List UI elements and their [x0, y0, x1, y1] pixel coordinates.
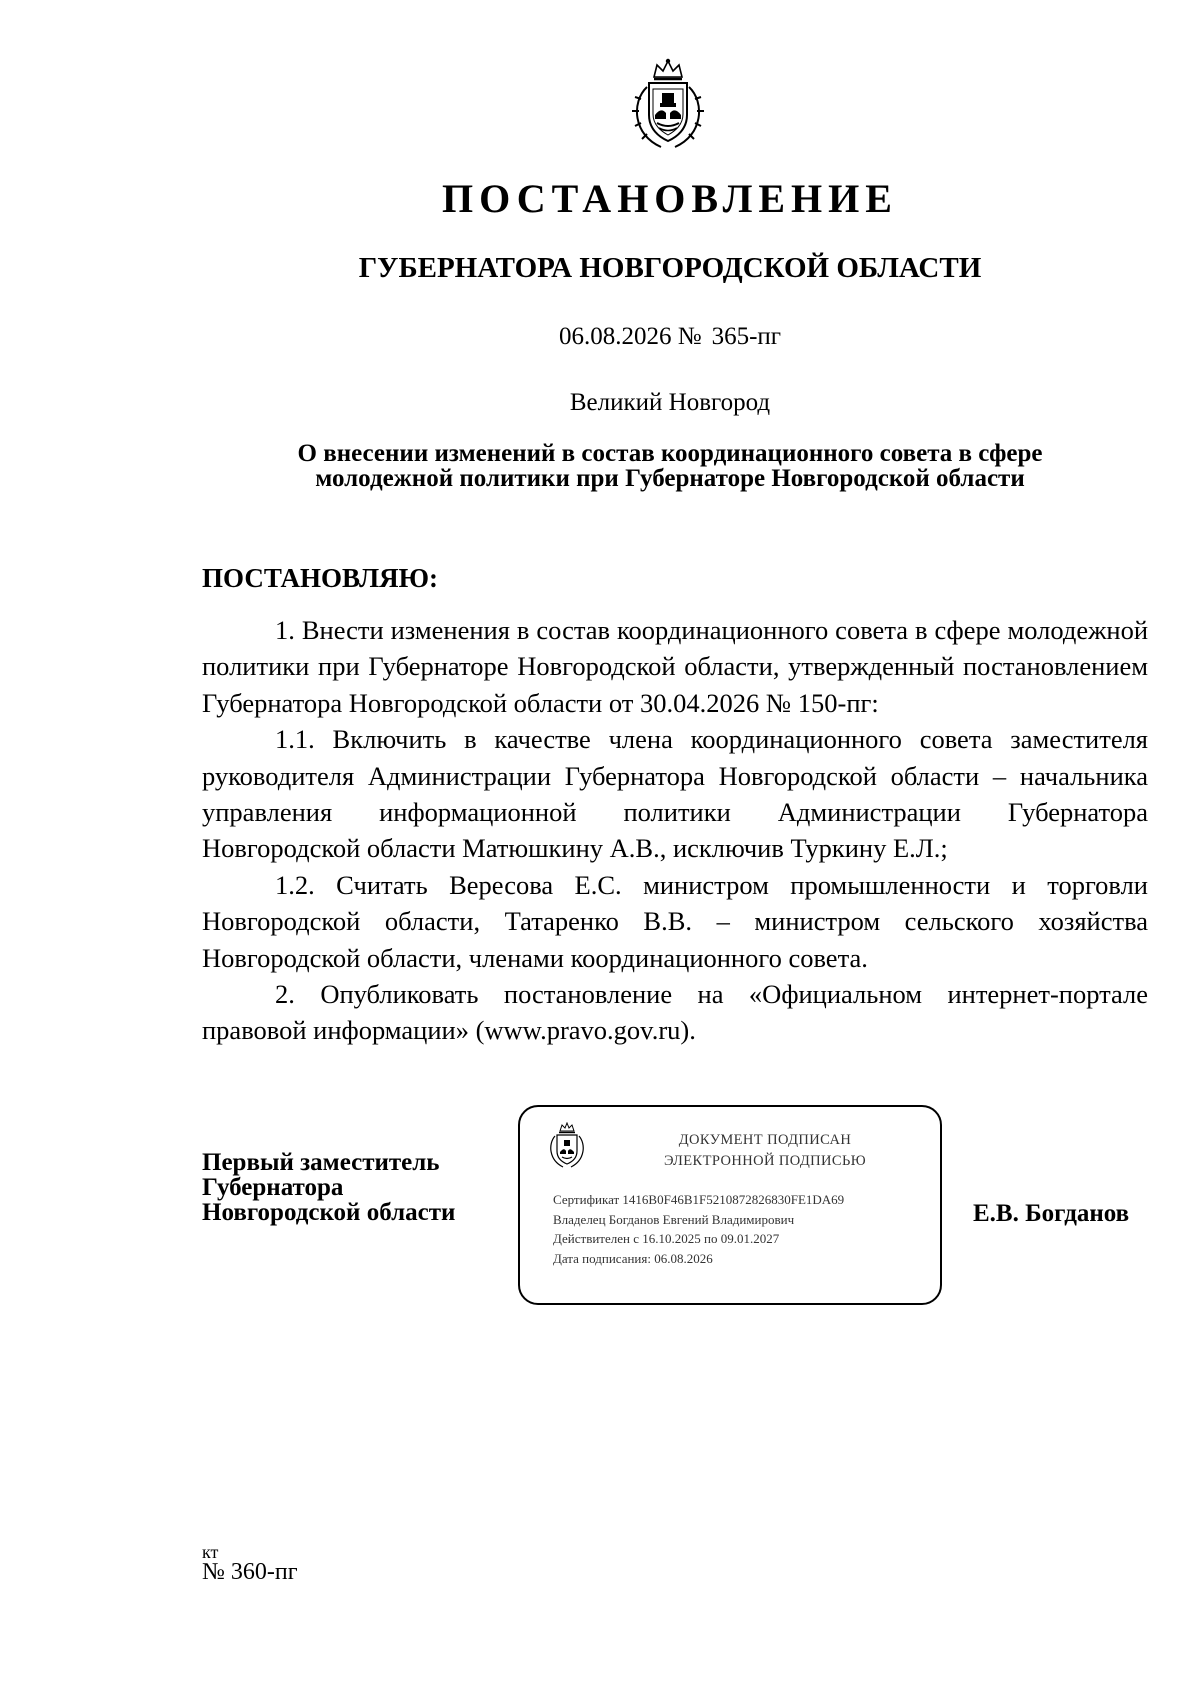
esig-certificate: Сертификат 1416B0F46B1F5210872826830FE1DA69: [553, 1192, 845, 1207]
esig-header: [610, 1130, 920, 1172]
document-footer: [202, 1543, 298, 1584]
coat-of-arms-icon: [546, 1122, 588, 1170]
position-line: Новгородской области: [202, 1199, 456, 1226]
document-heading: [150, 441, 1190, 491]
document-body: [202, 612, 1148, 1049]
esig-header-line: ЭЛЕКТРОННОЙ ПОДПИСЬЮ: [663, 1153, 867, 1169]
document-city: Великий Новгород: [569, 389, 771, 416]
number-sign: №: [677, 323, 702, 350]
esig-header-line: ДОКУМЕНТ ПОДПИСАН: [678, 1132, 852, 1148]
electronic-signature-stamp: [518, 1105, 942, 1305]
signatory-name: Е.В. Богданов: [973, 1200, 1130, 1227]
position-line: Первый заместитель: [202, 1149, 440, 1176]
document-date: 06.08.2026: [558, 323, 672, 350]
footer-number: № 360-пг: [202, 1559, 298, 1585]
esig-signing-date: Дата подписания: 06.08.2026: [553, 1250, 713, 1266]
coat-of-arms-icon: [627, 57, 709, 153]
document-subtitle: ГУБЕРНАТОРА НОВГОРОДСКОЙ ОБЛАСТИ: [358, 252, 982, 284]
document-number: 365-пг: [711, 323, 782, 350]
body-paragraph: 1.1. Включить в качестве члена координационного совета заместителя руководителя Администрации Губернатора Новгородской области – начальника управления информационной политики Администрации Губернатора Новгородской области Матюшкину А.В., исключив Туркину Е.Л.;: [202, 724, 1148, 864]
position-line: Губернатора: [202, 1174, 344, 1201]
body-paragraph: 1.2. Считать Вересова Е.С. министром промышленности и торговли Новгородской области, Татаренко В.В. – министром сельского хозяйства Новгородской области, членами координационного совета.: [202, 869, 1148, 973]
footer-initials: кт: [202, 1542, 219, 1562]
document-title: ПОСТАНОВЛЕНИЕ: [442, 176, 898, 221]
heading-line: молодежной политики при Губернаторе Новгородской области: [315, 465, 1025, 492]
signatory-position: [202, 1150, 455, 1225]
document-date-number: [0, 323, 1200, 351]
esig-owner: Владелец Богданов Евгений Владимирович: [553, 1211, 795, 1227]
decree-word: ПОСТАНОВЛЯЮ:: [202, 563, 438, 593]
heading-line: О внесении изменений в состав координационного совета в сфере: [297, 440, 1043, 467]
body-paragraph: 2. Опубликовать постановление на «Официальном интернет-портале правовой информации» (www.pravo.gov.ru).: [202, 979, 1148, 1046]
esig-details: [553, 1190, 844, 1268]
esig-validity: Действителен с 16.10.2025 по 09.01.2027: [553, 1231, 780, 1247]
body-paragraph: 1. Внести изменения в состав координационного совета в сфере молодежной политики при Губернаторе Новгородской области, утвержденный постановлением Губернатора Новгородской области от 30.04.2026 № 150-пг:: [202, 615, 1148, 718]
